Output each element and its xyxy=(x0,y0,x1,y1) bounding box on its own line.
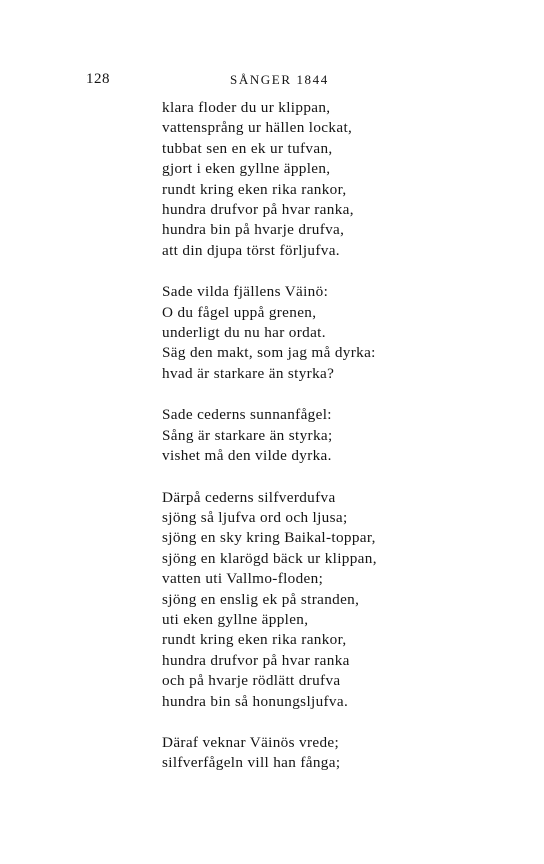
poem-line: vatten uti Vallmo-floden; xyxy=(162,570,324,588)
poem-line: och på hvarje rödlätt drufva xyxy=(162,672,341,690)
poem-line: gjort i eken gyllne äpplen, xyxy=(162,160,331,178)
poem-line: uti eken gyllne äpplen, xyxy=(162,610,309,628)
stanza xyxy=(162,405,532,466)
page-number: 128 xyxy=(86,71,110,87)
poem-line: rundt kring eken rika rankor, xyxy=(162,180,347,198)
poem-line: vishet må den vilde dyrka. xyxy=(162,447,332,465)
poem-line: Sade vilda fjällens Väinö: xyxy=(162,283,329,301)
poem-line: att din djupa törst förljufva. xyxy=(162,241,340,259)
poem-line: klara floder du ur klippan, xyxy=(162,99,331,116)
stanza xyxy=(162,282,532,384)
poem-line: hundra drufvor på hvar ranka, xyxy=(162,201,354,219)
poem-line: hvad är starkare än styrka? xyxy=(162,364,335,382)
poem-line: hundra bin på hvarje drufva, xyxy=(162,221,345,239)
poem-line: vattensprång ur hällen lockat, xyxy=(162,119,353,137)
poem-line: sjöng en enslig ek på stranden, xyxy=(162,590,360,608)
poem-line: Däraf veknar Väinös vrede; xyxy=(162,733,340,751)
poem-line: Sång är starkare än styrka; xyxy=(162,426,333,444)
poem-line: sjöng en klarögd bäck ur klippan, xyxy=(162,549,377,567)
poem-line: O du fågel uppå grenen, xyxy=(162,303,317,321)
stanza xyxy=(162,488,532,712)
poem-line: tubbat sen en ek ur tufvan, xyxy=(162,139,333,157)
stanza xyxy=(162,98,532,261)
poem-line: silfverfågeln vill han fånga; xyxy=(162,754,341,772)
poem-line: hundra bin så honungsljufva. xyxy=(162,692,349,710)
poem-line: Därpå cederns silfverdufva xyxy=(162,488,336,506)
poem-body xyxy=(162,98,532,795)
poem-line: underligt du nu har ordat. xyxy=(162,324,326,342)
poem-line: hundra drufvor på hvar ranka xyxy=(162,651,350,669)
poem-line: Säg den makt, som jag må dyrka: xyxy=(162,344,376,362)
running-head: SÅNGER 1844 xyxy=(230,72,329,87)
poem-line: Sade cederns sunnanfågel: xyxy=(162,406,332,424)
poem-line: rundt kring eken rika rankor, xyxy=(162,631,347,649)
stanza xyxy=(162,733,532,774)
poem-line: sjöng så ljufva ord och ljusa; xyxy=(162,508,348,526)
poem-line: sjöng en sky kring Baikal-toppar, xyxy=(162,529,376,547)
